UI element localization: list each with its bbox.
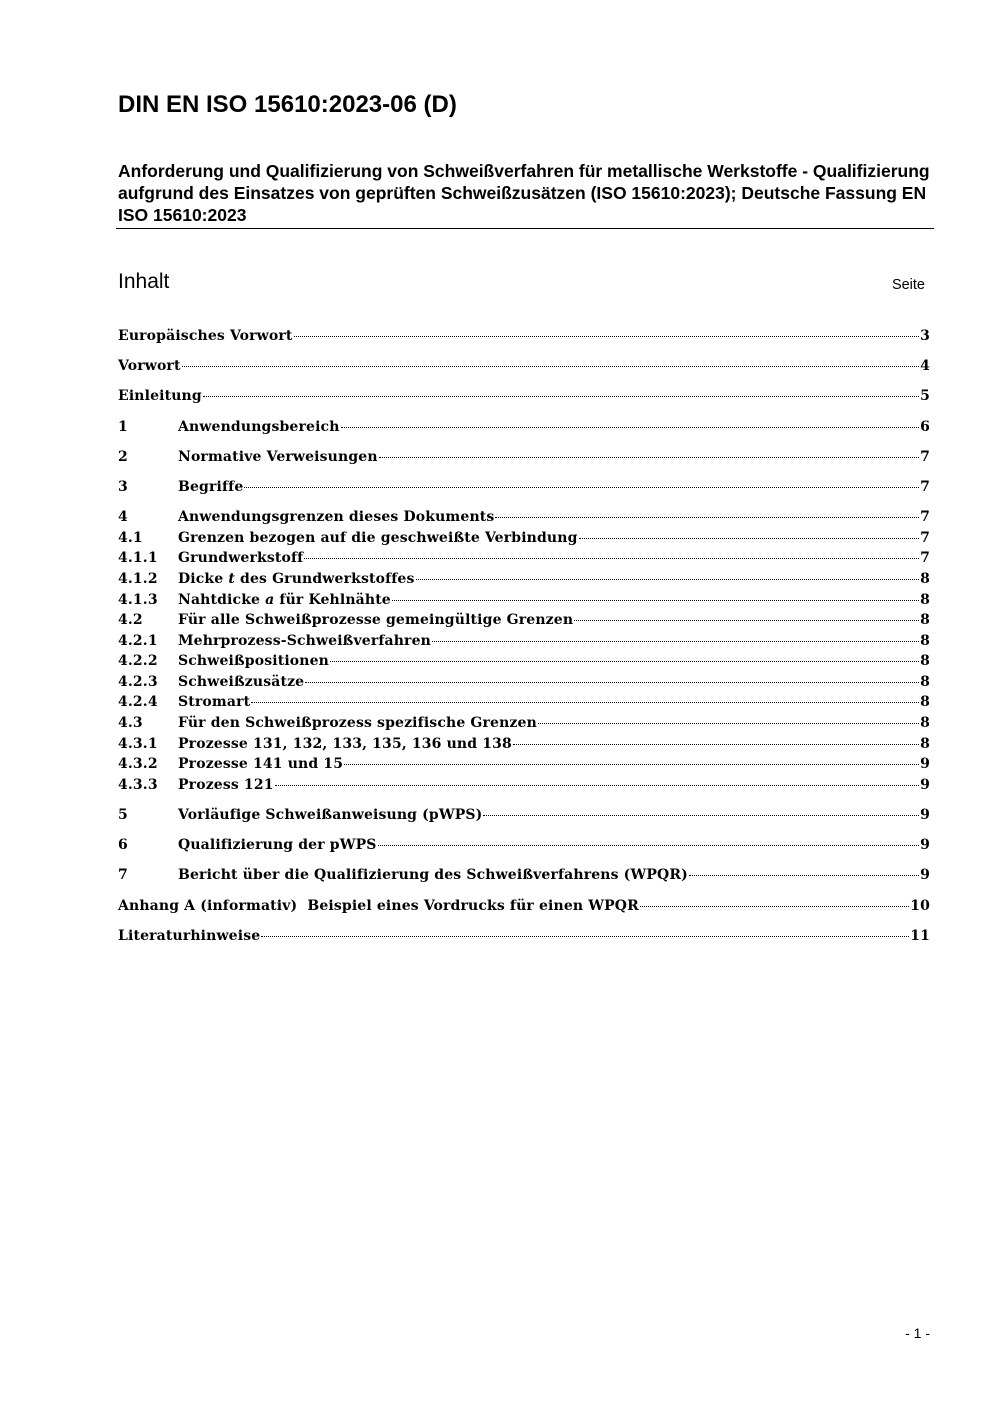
toc-dot-leader (483, 803, 919, 816)
toc-entry-title: Vorläufige Schweißanweisung (pWPS) (178, 807, 483, 824)
toc-entry-page: 7 (920, 529, 930, 546)
toc-page-column-label: Seite (891, 277, 925, 293)
toc-entry-page: 8 (920, 632, 930, 649)
toc-entry-number: 4.1.1 (118, 550, 158, 567)
toc-entry-page: 9 (920, 837, 930, 854)
toc-entry-page: 8 (920, 653, 930, 670)
toc-dot-leader (182, 354, 920, 367)
toc-entry-einleitung[interactable] (118, 386, 930, 407)
toc-entry-2[interactable] (118, 447, 930, 468)
toc-entry-page: 10 (910, 897, 930, 914)
toc-entry-title (178, 569, 415, 590)
toc-entry-number: 4.2.1 (118, 632, 158, 649)
toc-entry-number: 4.1 (118, 529, 143, 546)
toc-entry-4-3[interactable] (118, 713, 930, 734)
toc-entry-title: Grundwerkstoff (178, 550, 304, 567)
document-subtitle: Anforderung und Qualifizierung von Schweißverfahren für metallische Werkstoffe - Qualifizierung aufgrund des Einsatzes von geprüften Schweißzusätzen (ISO 15610:2023); Deutsche Fassung EN ISO 15610:2023 (118, 161, 930, 225)
toc-dot-leader (574, 608, 919, 621)
toc-entry-page: 3 (920, 328, 930, 344)
toc-entry-title: Mehrprozess-Schweißverfahren (178, 632, 431, 649)
toc-entry-number: 4.1.3 (118, 591, 158, 608)
toc-entry-page: 8 (920, 694, 930, 711)
toc-dot-leader (378, 833, 920, 846)
toc-entry-7[interactable] (118, 865, 930, 886)
toc-entry-europaeisches-vorwort[interactable] (118, 326, 930, 347)
document-title: DIN EN ISO 15610:2023-06 (D) (118, 91, 457, 118)
toc-entry-page: 8 (920, 735, 930, 752)
toc-entry-page: 7 (920, 478, 930, 495)
toc-entry-vorwort[interactable] (118, 356, 930, 377)
toc-dot-leader (579, 526, 920, 539)
toc-entry-title: Vorwort (118, 358, 181, 375)
toc-dot-leader (538, 711, 919, 724)
toc-entry-number: 5 (118, 807, 128, 824)
toc-entry-title: Für den Schweißprozess spezifische Grenzen (178, 715, 537, 732)
toc-dot-leader (344, 752, 919, 765)
toc-entry-title: Anhang A (informativ) Beispiel eines Vordrucks für einen WPQR (118, 897, 639, 914)
toc-dot-leader (513, 732, 919, 745)
toc-entry-5[interactable] (118, 805, 930, 826)
toc-entry-number: 7 (118, 867, 128, 884)
toc-entry-number: 4.3.2 (118, 756, 158, 773)
toc-entry-title: Grenzen bezogen auf die geschweißte Verbindung (178, 529, 578, 546)
toc-entry-title-part: Nahtdicke (178, 591, 266, 608)
toc-dot-leader (689, 863, 919, 876)
toc-entry-number: 4.2.2 (118, 653, 158, 670)
toc-entry-number: 4.2.3 (118, 673, 158, 690)
toc-entry-4-2-3[interactable] (118, 672, 930, 693)
toc-entry-page: 9 (920, 807, 930, 824)
toc-entry-title: Anwendungsbereich (178, 418, 340, 435)
toc-entry-title: Begriffe (178, 478, 244, 495)
toc-entry-page: 7 (920, 448, 930, 465)
toc-entry-page: 8 (920, 570, 930, 587)
toc-dot-leader (392, 588, 919, 601)
toc-entry-page: 7 (920, 550, 930, 567)
toc-dot-leader (640, 894, 909, 907)
toc-entry-number: 3 (118, 478, 128, 495)
toc-entry-page: 6 (920, 418, 930, 435)
toc-entry-title: Normative Verweisungen (178, 448, 378, 465)
toc-entry-number: 2 (118, 448, 128, 465)
toc-entry-4[interactable] (118, 507, 930, 528)
toc-entry-literaturhinweise[interactable] (118, 926, 930, 947)
toc-entry-title: Für alle Schweißprozesse gemeingültige Grenzen (178, 612, 574, 629)
toc-entry-title: Europäisches Vorwort (118, 328, 293, 344)
toc-entry-4-2-2[interactable] (118, 651, 930, 672)
toc-entry-title: Anwendungsgrenzen dieses Dokuments (178, 509, 495, 526)
toc-entry-title (178, 590, 391, 611)
toc-entry-4-1-1[interactable] (118, 548, 930, 569)
toc-dot-leader (379, 445, 919, 458)
toc-entry-number: 6 (118, 837, 128, 854)
toc-entry-4-2-1[interactable] (118, 631, 930, 652)
toc-dot-leader (341, 415, 920, 428)
toc-entry-1[interactable] (118, 417, 930, 438)
toc-entry-variable: t (228, 570, 235, 587)
toc-entry-title: Bericht über die Qualifizierung des Schweißverfahrens (WPQR) (178, 867, 688, 884)
toc-entry-4-2[interactable] (118, 610, 930, 631)
toc-entry-title: Literaturhinweise (118, 927, 261, 944)
toc-entry-number: 4.3 (118, 715, 143, 732)
toc-entry-title: Einleitung (118, 388, 202, 405)
toc-entry-6[interactable] (118, 835, 930, 856)
toc-dot-leader (261, 924, 909, 937)
page-number: - 1 - (905, 1325, 930, 1341)
toc-entry-number: 4.1.2 (118, 570, 158, 587)
toc-entry-4-2-4[interactable] (118, 692, 930, 713)
toc-entry-4-1-3[interactable] (118, 590, 930, 611)
toc-entry-page: 8 (920, 673, 930, 690)
toc-entry-title: Prozess 121 (178, 776, 274, 793)
toc-dot-leader (416, 567, 920, 580)
toc-dot-leader (304, 546, 919, 559)
toc-dot-leader (275, 773, 919, 786)
toc-entry-4-1-2[interactable] (118, 569, 930, 590)
toc-dot-leader (432, 629, 919, 642)
toc-dot-leader (330, 649, 919, 662)
toc-entry-page: 8 (920, 715, 930, 732)
toc-entry-anhang-a[interactable] (118, 896, 930, 917)
toc-entry-page: 11 (910, 927, 930, 944)
toc-entry-page: 5 (920, 388, 930, 405)
toc-entry-3[interactable] (118, 477, 930, 498)
toc-entry-title: Prozesse 131, 132, 133, 135, 136 und 138 (178, 735, 512, 752)
toc-dot-leader (251, 690, 919, 703)
toc-entry-number: 4.3.3 (118, 776, 158, 793)
toc-entry-number: 4.2 (118, 612, 143, 629)
toc-dot-leader (294, 324, 920, 337)
toc-entry-page: 4 (920, 358, 930, 375)
toc-entry-page: 9 (920, 776, 930, 793)
toc-heading: Inhalt (118, 270, 170, 293)
toc-entry-title: Prozesse 141 und 15 (178, 756, 344, 773)
toc-entry-page: 7 (920, 509, 930, 526)
toc-entry-4-3-3[interactable] (118, 775, 930, 796)
toc-entry-title-part: des Grundwerkstoffes (235, 570, 415, 587)
toc-dot-leader (244, 475, 919, 488)
table-of-contents (118, 326, 930, 946)
toc-dot-leader (495, 505, 919, 518)
toc-entry-4-3-2[interactable] (118, 754, 930, 775)
toc-entry-title-part: Dicke (178, 570, 229, 587)
toc-entry-page: 9 (920, 867, 930, 884)
title-underline (116, 228, 934, 229)
toc-entry-title: Stromart (178, 694, 251, 711)
toc-dot-leader (203, 384, 919, 397)
toc-entry-4-1[interactable] (118, 528, 930, 549)
toc-entry-title: Qualifizierung der pWPS (178, 837, 377, 854)
toc-entry-number: 4.2.4 (118, 694, 158, 711)
toc-entry-4-3-1[interactable] (118, 734, 930, 755)
toc-entry-title-part: für Kehlnähte (274, 591, 391, 608)
toc-entry-number: 4.3.1 (118, 735, 158, 752)
toc-entry-variable: a (265, 591, 275, 608)
toc-entry-number: 4 (118, 509, 128, 526)
toc-entry-title: Schweißzusätze (178, 673, 305, 690)
toc-entry-page: 9 (920, 756, 930, 773)
toc-entry-page: 8 (920, 591, 930, 608)
toc-entry-title: Schweißpositionen (178, 653, 329, 670)
toc-entry-number: 1 (118, 418, 128, 435)
toc-dot-leader (305, 670, 919, 683)
toc-entry-page: 8 (920, 612, 930, 629)
